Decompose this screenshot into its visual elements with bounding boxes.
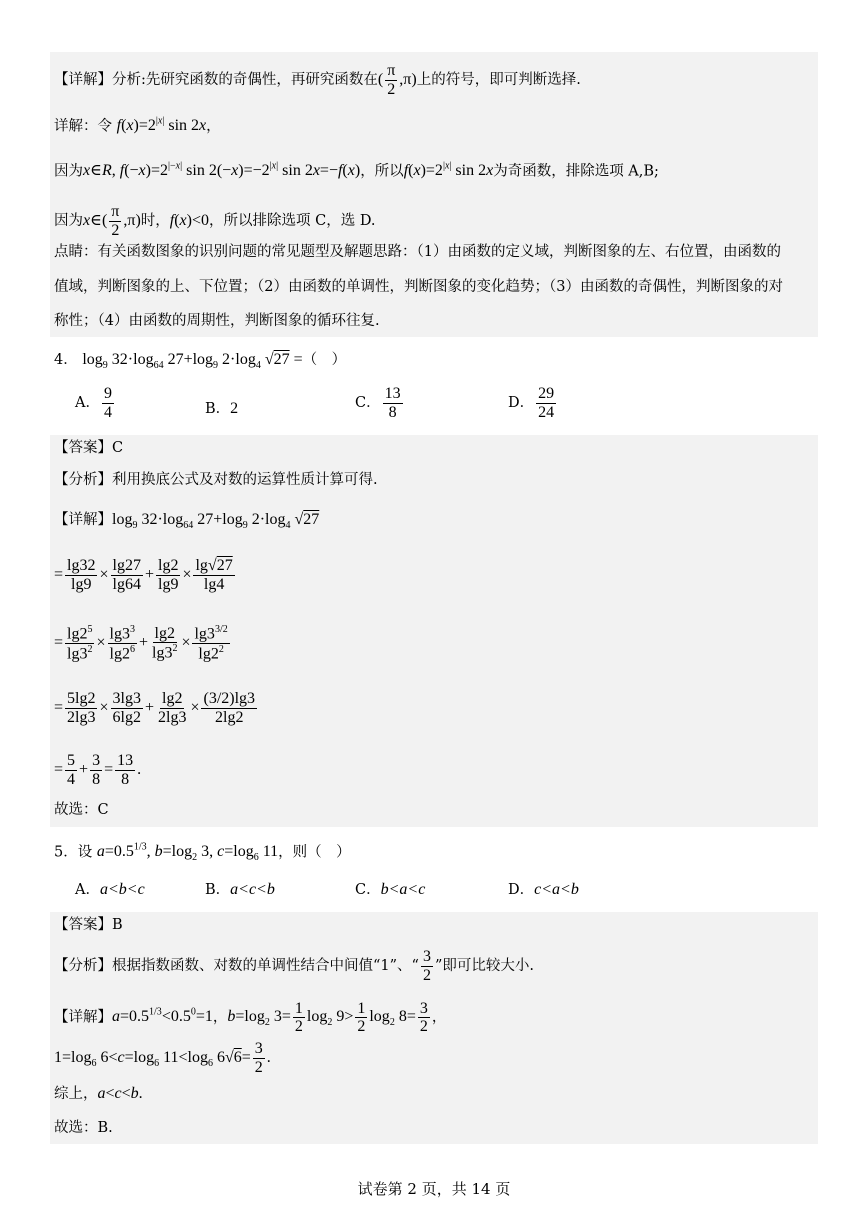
option-label: C．	[355, 395, 381, 412]
detail-text-suffix: 为奇函数，排除选项 A,B;	[493, 163, 659, 180]
q5-answer: 【答案】B	[54, 917, 123, 933]
detail-text-suffix: ，所以排除选项 C，选 D.	[209, 212, 376, 229]
q4-option-c[interactable]	[355, 385, 405, 421]
detail-text-suffix: 上的符号，即可判断选择.	[416, 71, 581, 88]
detail-text-mid: 时，	[140, 212, 170, 229]
detail-line-1: 【详解】分析:先研究函数的奇偶性，再研究函数在( $\frac{\pi}{2}$ ,π)上的符号，即可判断选择.	[54, 62, 581, 98]
q4-analysis: 【分析】利用换底公式及对数的运算性质计算可得.	[54, 472, 378, 488]
q5-conclusion: 故选：B.	[54, 1120, 113, 1136]
tip-line-1: 点睛：有关函数图象的识别问题的常见题型及解题思路：（1）由函数的定义域，判断图象的左、右位置，由函数的	[54, 244, 781, 260]
detail-text: 详解：令	[54, 118, 112, 135]
q4-step-4: = $\frac{5}{4}$ + $\frac{3}{8}$ = $\frac{13}{8}$ .	[54, 752, 142, 788]
detail-text: 因为	[54, 163, 83, 180]
analysis-text: 【分析】根据指数函数、对数的单调性结合中间值“1”、“	[54, 958, 419, 975]
question-paren: （ ）	[302, 352, 347, 368]
question-4	[54, 350, 346, 376]
analysis-text-suffix: ”即可比较大小.	[434, 958, 534, 975]
q5-detail: 【详解】$a=0.5^{1/3}<0.5^0=1$，$b=\log_2$ 3= $\frac{1}{2}$ $\log_2 9>$ $\frac{1}{2}$ $\log_2 8=$ $\frac{3}{2}$ ，	[54, 999, 447, 1036]
detail-text: 因为	[54, 212, 83, 229]
q5-analysis: 【分析】根据指数函数、对数的单调性结合中间值“1”、“ $\frac{3}{2}$ ”即可比较大小.	[54, 948, 534, 984]
option-den: 24	[538, 403, 555, 421]
question-5-formula: $a=0.5^{1/3}$, $b=\log_2$ 3, $c=\log_6$ 11	[96, 842, 279, 864]
detail-text: 【详解】分析:先研究函数的奇偶性，再研究函数在	[54, 71, 378, 88]
option-label: D．	[508, 395, 535, 412]
option-label: A．	[75, 882, 100, 898]
q5-option-a[interactable]	[75, 878, 145, 899]
q4-step-1: = $\frac{\lg 32}{\lg 9}$ × $\frac{\lg 27}{\lg 64}$ + $\frac{\lg 2}{\lg 9}$ × $\frac{\lg√27}{\lg 4}$	[54, 557, 233, 593]
question-number: 4．	[54, 352, 78, 368]
question-4-formula: $\log_9 32\cdot\log_{64}$ $27+\log_9$ $2\cdot\log_4$ √27 =	[82, 351, 303, 372]
q5-option-c[interactable]	[355, 878, 425, 899]
summary-text: 综上，	[54, 1086, 98, 1102]
q4-option-d[interactable]	[508, 385, 558, 421]
q4-detail: 【详解】$\log_9 32\cdot\log_{64}$ $27+\log_9$ $2\cdot\log_4$ √27	[54, 511, 320, 532]
q4-step-2: = $\frac{\lg 2^5}{\lg 3^2}$ × $\frac{\lg 3^3}{\lg 2^6}$ + $\frac{\lg 2}{\lg 3^2}$ × $\frac{\lg 3^{3/2}}{\lg 2^2}$	[54, 623, 228, 663]
option-den: 8	[388, 403, 397, 421]
q4-step-3: = $\frac{5\lg 2}{2\lg 3}$ × $\frac{3\lg 3}{6\lg 2}$ + $\frac{\lg 2}{2\lg 3}$ × $\frac{(3/2)\lg 3}{2\lg 2}$	[54, 690, 256, 726]
q5-option-d[interactable]	[508, 878, 579, 899]
option-den: 4	[103, 403, 112, 421]
option-text: c<a<b	[534, 881, 579, 898]
page-footer: 试卷第 2 页，共 14 页	[357, 1180, 511, 1198]
q5-option-b[interactable]	[205, 878, 275, 899]
option-text: b<a<c	[380, 881, 426, 898]
option-label: B．	[205, 401, 231, 417]
formula-f: $f(x)=2^{|x|}$ sin 2x	[116, 116, 207, 135]
detail-line-2: 详解：令 $f(x)=2^{|x|}$ sin 2x，	[54, 116, 221, 135]
formula-odd: x∈R, $f(-x)=2^{|-x|}$ $\sin 2(-x)=-2^{|x|}$ sin 2x=−f(x)	[83, 161, 361, 180]
option-num: 13	[384, 385, 401, 402]
option-text: a<c<b	[230, 881, 275, 898]
detail-line-4: 因为x∈( $\frac{\pi}{2}$ ,π)时，f(x)<0，所以排除选项 C，选 D.	[54, 203, 376, 239]
q4-option-b[interactable]	[205, 397, 238, 418]
option-label: B．	[205, 882, 231, 898]
detail-line-3: 因为x∈R, $f(-x)=2^{|-x|}$ $\sin 2(-x)=-2^{|x|}$ sin 2x=−f(x)，所以$f(x)=2^{|x|}$ sin 2x为奇函数，排除选项 A,B;	[54, 161, 659, 180]
option-num: 9	[103, 385, 112, 402]
option-label: C．	[355, 882, 381, 898]
question-5	[54, 838, 351, 869]
question-paren: ，则（ ）	[278, 844, 351, 861]
detail-label: 【详解】	[54, 512, 112, 528]
tip-line-2: 值域，判断图象的上、下位置；（2）由函数的单调性，判断图象的变化趋势；（3）由函数的奇偶性，判断图象的对	[54, 279, 783, 295]
q5-summary: 综上，a<c<b.	[54, 1085, 143, 1102]
option-label: D．	[508, 882, 535, 898]
question-number: 5．设	[54, 844, 93, 861]
detail-label: 【详解】	[54, 1009, 112, 1026]
q4-conclusion: 故选：C	[54, 802, 109, 818]
q4-answer: 【答案】C	[54, 440, 124, 456]
detail-text-mid: ，所以	[360, 163, 404, 180]
option-value: 2	[230, 400, 239, 417]
tip-line-3: 称性；（4）由函数的周期性，判断图象的循环往复.	[54, 313, 380, 329]
q5-detail-2: $1=\log_6$ $6<c=\log_6$ $11<\log_6$ 6√6= $\frac{3}{2}$ .	[54, 1040, 271, 1076]
q4-option-a[interactable]	[75, 385, 116, 421]
option-text: a<b<c	[99, 881, 145, 898]
option-label: A．	[75, 395, 100, 412]
option-num: 29	[538, 385, 555, 402]
